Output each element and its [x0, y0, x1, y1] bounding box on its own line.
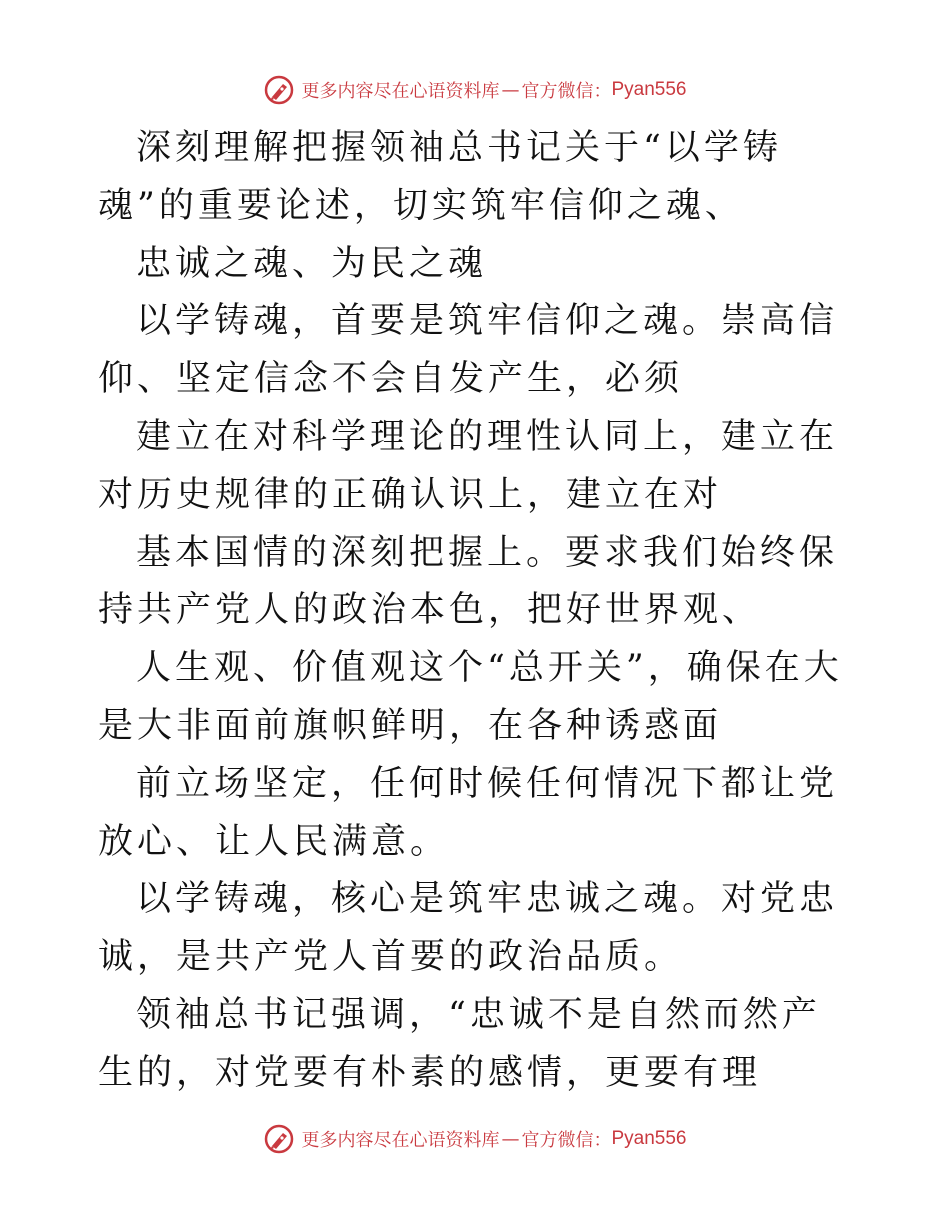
watermark-text: 更多内容尽在心语资料库 — [301, 81, 500, 102]
watermark-label: 官方微信： — [521, 81, 612, 102]
paragraph-3: 以学铸魂，首要是筑牢信仰之魂。崇高信仰、坚定信念不会自发产生，必须 — [98, 301, 839, 400]
document-body — [98, 120, 858, 1103]
watermark-account: Pyan556 — [611, 1128, 687, 1149]
paragraph-1: 深刻理解把握领袖总书记关于“以学铸魂”的重要论述，切实筑牢信仰之魂、 — [98, 128, 782, 226]
watermark-label: 官方微信： — [521, 1130, 612, 1151]
watermark-account: Pyan556 — [611, 79, 687, 100]
pen-nib-logo-icon — [263, 74, 295, 106]
paragraph-8: 以学铸魂，核心是筑牢忠诚之魂。对党忠诚，是共产党人首要的政治品质。 — [98, 879, 839, 978]
paragraph-4: 建立在对科学理论的理性认同上，建立在对历史规律的正确认识上，建立在对 — [98, 416, 839, 515]
paragraph-9: 领袖总书记强调，“忠诚不是自然而然产生的，对党要有朴素的感情，更要有理 — [98, 994, 821, 1093]
pen-nib-logo-icon — [263, 1123, 295, 1155]
footer-watermark — [0, 1122, 950, 1156]
header-watermark — [0, 73, 950, 107]
paragraph-5: 基本国情的深刻把握上。要求我们始终保持共产党人的政治本色，把好世界观、 — [98, 532, 839, 631]
watermark-dash: — — [501, 79, 520, 101]
watermark-text: 更多内容尽在心语资料库 — [301, 1130, 500, 1151]
watermark-dash: — — [501, 1128, 520, 1150]
paragraph-2: 忠诚之魂、为民之魂 — [136, 243, 488, 284]
paragraph-6: 人生观、价值观这个“总开关”，确保在大是大非面前旗帜鲜明，在各种诱惑面 — [98, 648, 843, 746]
paragraph-7: 前立场坚定，任何时候任何情况下都让党放心、让人民满意。 — [98, 763, 839, 862]
